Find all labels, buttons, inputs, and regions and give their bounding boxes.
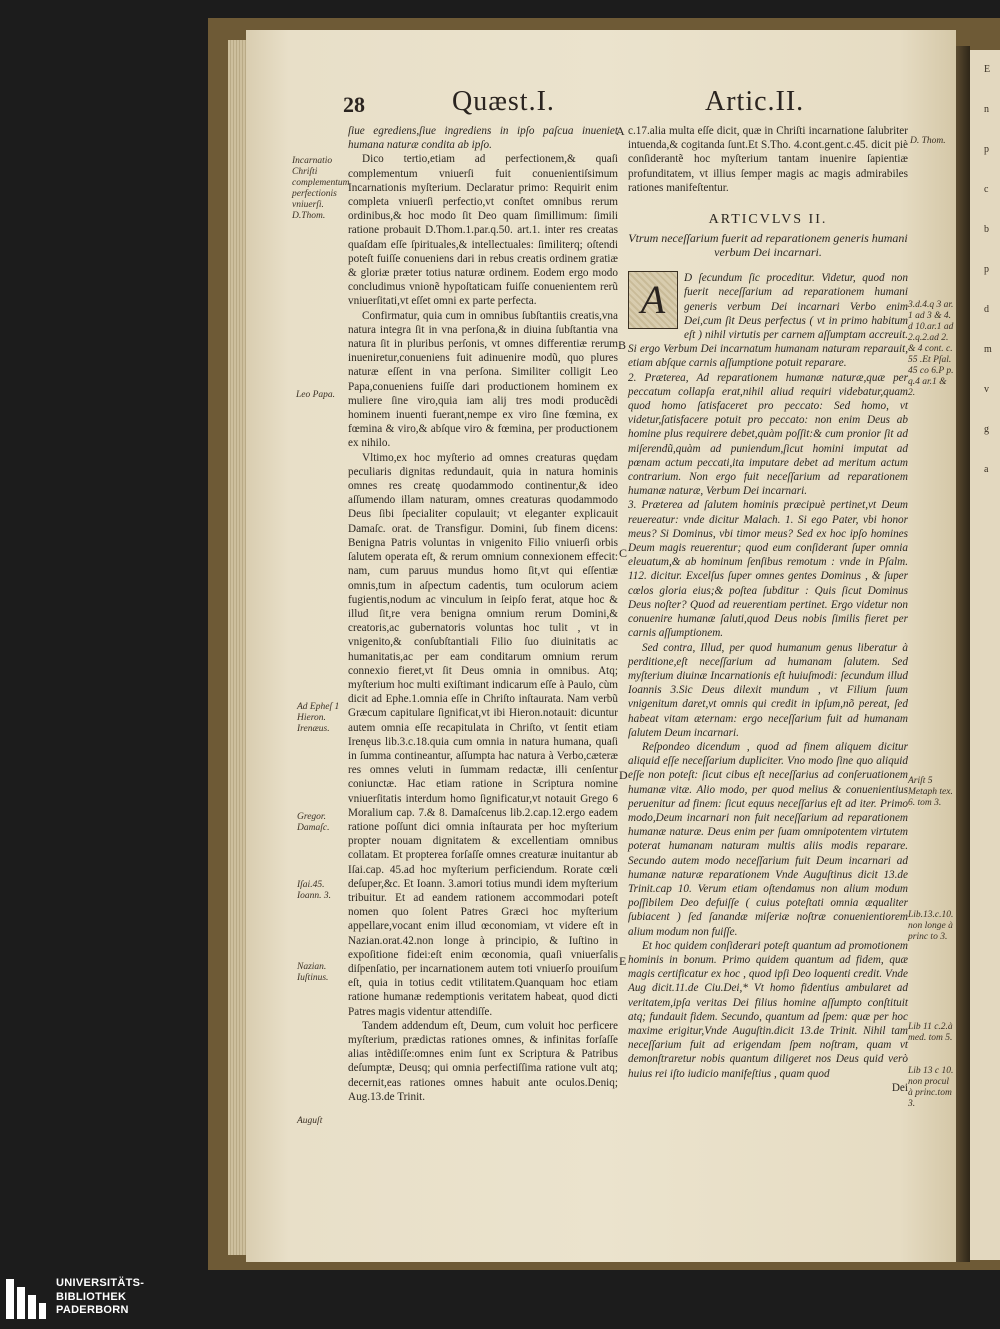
library-logo-icon — [6, 1279, 46, 1319]
margin-note-dthom: D. Thom. — [910, 136, 946, 146]
margin-note-gregor: Gregor. Damaſc. — [297, 812, 330, 833]
section-letter: B — [618, 338, 627, 352]
right-paragraph: 2. Præterea, Ad reparationem humanæ naturæ,quæ per peccatum collapſa erat,nihil aliud requiri videbatur,quam quod homo ſatisfaceret pro peccato: Sed homo, vt videtur,ſatisfacere potuit pro peccato: non enim Deus ab homine plus requirere debet,quàm poſſit:& cum pronior ſit ad miſerendũ,quàm ad puniendum,ſicut homini imputat ad pœnam actum peccati,ita imputare debet ad meritum actum contrarium. Non ergo fuit neceſſarium ad reparationem humanæ naturæ, Verbum Dei incarnari. — [628, 371, 908, 498]
facing-letter: a — [984, 464, 989, 475]
facing-letter: E — [984, 64, 991, 75]
facing-letter: b — [984, 224, 989, 235]
facing-letter: c — [984, 184, 989, 195]
left-paragraph: Vltimo,ex hoc myſterio ad omnes creaturas quędam peculiaris dignitas redundauit, quia in natura hominis omnes res creatę quodammodo continentur,& ideo aſſumendo illam naturam, omnes creaturas quodammodo Deus ſibi ſpecialiter copulauit; vt eleganter explicauit Damaſc. orat. de Transfigur. Domini, ſub finem dicens: Benigna Patris voluntas in vnigenito Filio vniuerſi orbis ſalutem operata eſt, & rerum omnium connexionem effecit: nam, cum paruus mundus homo ſit,vt qui eſſentiæ omnis,tum in aſpectum cadentis, tum oculorum aciem fugientis,nodum ac vinculum in ſeipſo ferat, atque hoc & illud ſit,re vera benigna omnium rerum Domini,& creatoris,ac gubernatoris voluntas hoc tulit , vt in vnigenito,& conſubſtantiali Filio ſuo diuinitatis ac humanitatis,ac per eam conditarum omnium rerum connexio fieret,vt ſit Deus omnia in omnibus. Atq; myſterium hoc multi exiſtimant indicarum eſſe à Paulo, cùm dicit ad Ephe.1.omnia eſſe in Chriſto inſtaurata. Nam verbũ Græcum capitulare ſignificat,vt ibi Hieron.notauit: dicuntur autem omnia eſſe recapitulata in Chriſto, vt ſentit etiam Irenęus lib.3.c.18.quia cum omnia in natura humana, quaſi in ſumma contineantur, aſſumpta hac natura à Verbo,cæteræ res omnes veluti in ſummam redactæ, illi cenſentur coniunctæ. Hac etiam ratione in Scriptura nomine vniuerſitatis interdum homo ſignificatur,vt notauit Grego 6 Moralium cap. 7.& 8. Damaſcenus lib.2.cap.12.ergo eadem ratione poſſunt dici omnia inſtaurata per hoc myſterium propter nouam dignitatem & excellentiam omnibus collatam. Et propterea forſaſſe omnes creaturæ inuitantur ab Iſai.cap. 45.ad hoc myſterium perficiendum. Rorate cœli deſuper,&c. Et Ioann. 3.amori totius mundi idem myſterium tribuitur. Et ad eandem rationem accommodari poteſt nomen quo ſolent Patres Græci hoc myſterium appellare,vocant enim illud œconomiam, vt videre eſt in Nazian.orat.42.non longe à principio, & Iuſtino in expoſitione fidei:eſt enim œconomia, quaſi vniuerſalis diſpenſatio, per incarnationem autem toti vniuerſo prouiſum eſt, quia in totius cedit vtilitatem.Quanquam hoc etiam ratione humanæ redemptionis veritatem habeat, quod dicti Patres magis videntur attendiſſe. — [348, 451, 618, 1018]
section-letter: D — [619, 768, 628, 782]
margin-note-nazian: Nazian. Iuſtinus. — [297, 962, 329, 983]
margin-note-lib13: Lib.13.c.10. non longe à princ to 3. — [908, 910, 954, 942]
left-paragraph: Confirmatur, quia cum in omnibus ſubſtantiis creatis,vna natura integra ſit in vna perſona,& in diuina ſubſtantia vna natura ſit in pluribus perſonis, vt omnes differentiæ rerum inueniretur,conueniens fuit adinuenire modũ, quo plures naturæ eſſent in vna perſona. Similiter colligit Leo Papa,conueniens fuiſſe dari productionem hominem ex muliere ſine viro,quia iam alij tres modi producẽdi hominem inuenti fuerant,nempe ex viro ſine fœmina, ex fœmina & viro,& abſque viro & fœmina, per productionem ex nihilo. — [348, 309, 618, 450]
book-gutter — [956, 46, 970, 1262]
right-paragraph — [628, 271, 908, 370]
left-paragraph: Dico tertio,etiam ad perfectionem,& quaſi complementum vniuerſi fuit conuenientiſsimum Incarnationis myſterium. Declaratur primo: Requirit enim completa vniuerſi perfectio,vt conſtet omnibus rerum ordinibus,& hoc modo ſit Deo quam ſimillimum: ſimili ratione probauit D.Thom.1.par.q.50. art.1. inter res creatas quaſdam eſſe ſpirituales,& intellectuales: ſimiliterq; oſtendi poteſt fuiſſe conueniens dari in rebus creatis ordinem gratiæ & gloriæ præter totius naturæ ordinem. Eodem ergo modo concludimus vnionẽ hypoſtaticam fuiſſe conuenientem rerũ vniuerſitati,vt eſſet omni ex parte perfecta. — [348, 153, 618, 308]
left-text-column — [348, 124, 618, 1104]
logo-line-3: PADERBORN — [56, 1304, 129, 1316]
facing-letter: d — [984, 304, 989, 315]
section-letter: C — [619, 546, 628, 560]
library-logo-text — [56, 1277, 144, 1318]
article-heading: ARTICVLVS II. — [708, 212, 828, 228]
left-paragraph: Tandem addendum eſt, Deum, cum voluit hoc perficere myſterium, prædictas rationes omnes, & infinitas forſaſſe alias intẽdiſſe:omnes enim ſunt ex Scriptura & Patribus deſumptæ, Deusq; qui omnia perfectiſſima ratione vult atq; decernit,eas rationes omnes habuit ante oculos.Deniq; Aug.13.de Trinit. — [348, 1019, 618, 1103]
facing-letter: m — [984, 344, 992, 355]
catchword: Dei — [891, 1081, 908, 1094]
page-number: 28 — [343, 92, 365, 117]
article-question: Vtrum neceſſarium fuerit ad reparationem generis humani verbum Dei incarnari. — [628, 231, 908, 260]
right-top-paragraph: c.17.alia multa eſſe dicit, quæ in Chriſti incarnatione ſalubriter intuenda,& cogitanda ſunt.Et S.Tho. 4.cont.gent.c.45. dicit piè conſiderantẽ hoc myſterium tantam inuenire ſapientiæ profunditatem, vt illius ſemper magis ac magis admirabiles rationes manifeſtentur. — [628, 125, 908, 194]
facing-letter: n — [984, 104, 989, 115]
margin-note-lib11: Lib 11 c.2.à med. tom 5. — [908, 1022, 953, 1043]
margin-note-august: Auguſt — [297, 1116, 323, 1126]
right-text-column — [628, 124, 908, 1095]
margin-note-ephes: Ad Epheſ 1 Hieron. Irenæus. — [297, 702, 340, 734]
margin-note-refs: 3.d.4.q 3 ar. 1 ad 3 & 4. d 10.ar.1 ad 2.q.2.ad 2. & 4 cont. c. 55 .Et Pſal. 45 co 6.P p. q.4 ar.1 & 2. — [908, 300, 954, 398]
right-paragraph: 3. Præterea ad ſalutem hominis præcipuè pertinet,vt Deum reuereatur: vnde dicitur Malach. 1. Si ego Pater, vbi honor meus? Si Dominus, vbi timor meus? Sed ex hoc ipſo homines Deum magis reuerentur; quod eum conſiderant ſuper omnia eleuatum,& ab hominum ſenſibus remotum : vnde in Pſalm. 112. dicitur. Excelſus ſuper omnes gentes Dominus , & ſuper cœlos gloria eius;& poſtea ſubditur : Quis ſicut Dominus Deus noſter? Quod ad reuerentiam pertinet. Ergo videtur non conuenire humanæ ſaluti,quod Deus nobis ſimilis fieret per carnis aſſumptionem. — [628, 499, 908, 640]
decorated-initial: A — [628, 271, 678, 329]
facing-letter: p — [984, 264, 989, 275]
facing-page — [970, 50, 1000, 1260]
logo-line-2: BIBLIOTHEK — [56, 1290, 127, 1303]
facing-letter: p — [984, 144, 989, 155]
logo-line-1: UNIVERSITÄTS- — [56, 1277, 145, 1289]
margin-note-arist: Ariſt 5 Metaph tex. 6. tom 3. — [908, 776, 953, 808]
right-paragraph: Sed contra, Illud, per quod humanum genus liberatur à perditione,eſt neceſſarium ad humanam ſalutem. Sed myſterium diuinæ Incarnationis eſt huiuſmodi: ſecundum illud Ioannis 3.Sic Deus dilexit mundum , vt Filium ſuum vnigenitum daret,vt omnis qui credit in ipſum,nõ pereat, ſed habeat vitam æternam: ergo neceſſarium fuit ad humanam ſalutem Deum incarnari. — [628, 641, 908, 739]
margin-note-incarnatio: Incarnatio Chriſti complementum perfectionis vniuerſi. D.Thom. — [292, 156, 350, 221]
margin-note-lib13b: Lib 13 c 10. non procul à princ.tom 3. — [908, 1066, 954, 1109]
margin-note-leo: Leo Papa. — [296, 390, 336, 400]
right-paragraph: Reſpondeo dicendum , quod ad finem aliquem dicitur aliquid eſſe neceſſarium dupliciter. Vno modo ſine quo aliquid eſſe non poteſt: ſicut cibus eſt neceſſarius ad conſeruationem humanæ vitæ. Alio modo, per quod melius & conuenientius peruenitur ad finem: ſicut equus neceſſarius eſt ad iter. Primo modo,Deum incarnari non fuit neceſſarium ad reparationem humanæ naturæ. Deus enim per ſuam omnipotentem virtutem poterat humanam naturam multis aliis modis reparare. Secundo autem modo neceſſarium fuit Deum incarnari ad humanæ naturæ reparationem Vnde Auguſtinus dicit 13.de Trinit.cap 10. Verum etiam oſtendamus non alium modum poſſibilem Deo defuiſſe ( cuius poteſtati omnia æqualiter ſubiacent ) ſed ſanandæ miſeriæ noſtræ conuenientiorem alium modum non fuiſſe. — [628, 740, 908, 938]
facing-letter: v — [984, 384, 989, 395]
section-letter: A — [616, 124, 625, 138]
right-paragraph: Et hoc quidem conſiderari poteſt quantum ad promotionem hominis in bonum. Primo quidem quantum ad fidem, quæ magis certificatur ex hoc , quod ipſi Deo loquenti credit. Vnde Aug dicit.11.de Ciu.Dei,* Vt homo fidentius ambularet ad veritatem,ipſa veritas Dei filius homine aſſumpto conſtituit atq; fundauit fidem. Secundo, quantum ad ſpem: quæ per hoc maxime erigitur,Vnde Auguſtin.dicit 13.de Trinit. Nihil tam neceſſarium fuit ad erigendam ſpem noſtram, quam vt demonſtraretur nobis quantum diligeret nos Deus quid verò huius rei iſto iudicio manifeſtius , quam quod — [628, 939, 908, 1080]
margin-note-isai: Iſai.45. Ioann. 3. — [297, 880, 332, 901]
facing-letter: g — [984, 424, 989, 435]
section-letter: E — [619, 954, 627, 968]
running-head-article: Artic.II. — [705, 86, 805, 117]
left-paragraph: ſiue egrediens,ſiue ingrediens in ipſo paſcua inueniet humana naturæ condita ab ipſo. — [348, 125, 618, 152]
page-edges — [228, 40, 248, 1255]
right-paragraph-text: D ſecundum ſic proceditur. Videtur, quod non fuerit neceſſarium ad reparationem humani generis verbum Dei incarnari Verbo enim Dei,cum ſit Deus perfectus ( vt in primo habitum eſt ) nihil virtutis per carnem aſſumptam accreuit. Si ergo Verbum Dei incarnatum humanam naturam reparauit, etiam abſque carnis aſſumptione potuit reparare. — [628, 272, 908, 370]
running-head-question: Quæst.I. — [452, 86, 555, 117]
